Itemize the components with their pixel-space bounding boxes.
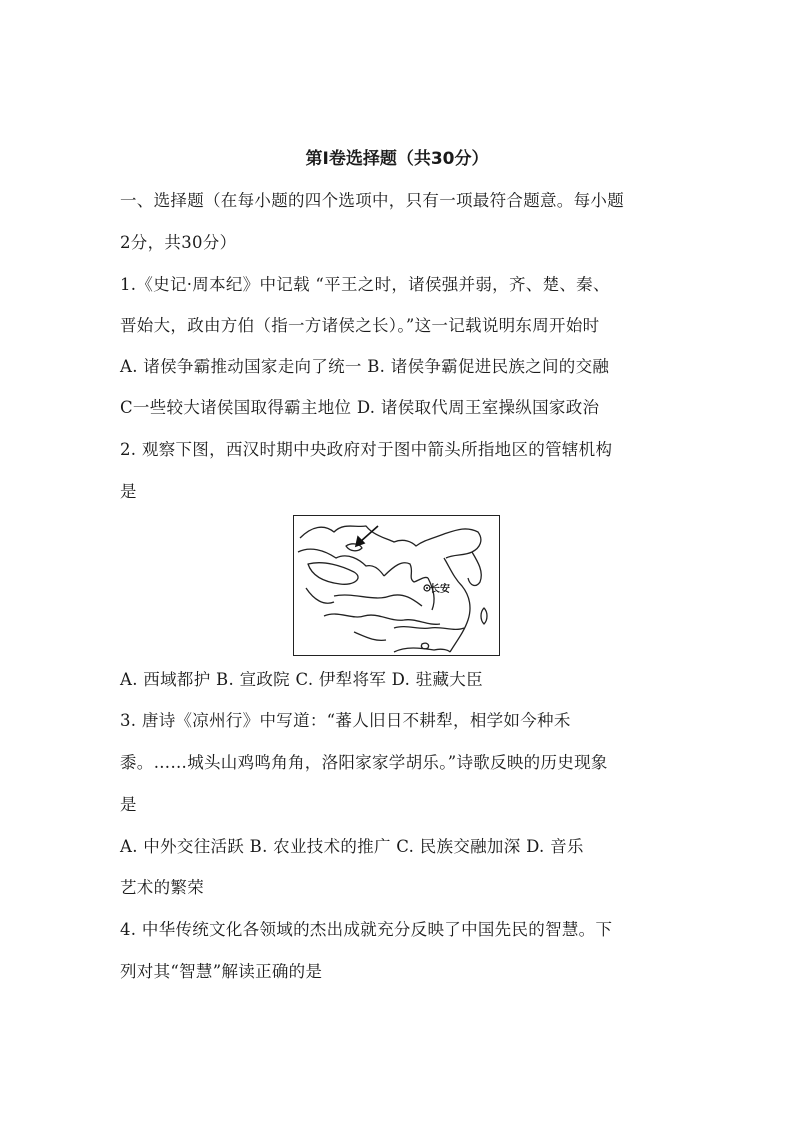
east-coast-line [444,558,470,652]
changan-marker-dot [426,587,428,589]
question-1-stem-line-2: 晋始大，政由方伯（指一方诸侯之长）。”这一记载说明东周开始时 [120,316,600,335]
question-3-stem-line-1: 3. 唐诗《凉州行》中写道：“蕃人旧日不耕犁，相学如今种禾 [120,711,571,730]
question-3-stem-line-3: 是 [120,795,137,814]
question-3-options-line-1: A. 中外交往活跃 B. 农业技术的推广 C. 民族交融加深 D. 音乐 [120,837,584,856]
basin-outline [308,563,358,585]
map-outline-drawing [294,516,499,655]
southern-border-line [324,614,440,624]
question-2-stem-line-2: 是 [120,482,137,501]
island-outline [481,608,487,624]
han-dynasty-map [293,515,500,656]
question-2-options-line-1: A. 西域都护 B. 宣政院 C. 伊犁将军 D. 驻藏大臣 [120,670,483,689]
question-1-options-line-1: A. 诸侯争霸推动国家走向了统一 B. 诸侯争霸促进民族之间的交融 [120,357,610,376]
inner-border-line [334,595,422,606]
question-4-stem-line-1: 4. 中华传统文化各领域的杰出成就充分反映了中国先民的智慧。下 [120,920,613,939]
question-1-stem-line-1: 1.《史记·周本纪》中记载 “平王之时，诸侯强并弱，齐、楚、秦、 [120,275,610,294]
question-1-options-line-2: C一些较大诸侯国取得霸主地位 D. 诸侯取代周王室操纵国家政治 [120,398,600,417]
south-coast-line [394,648,450,652]
question-2-stem-line-1: 2. 观察下图，西汉时期中央政府对于图中箭头所指地区的管辖机构 [120,440,613,459]
section-instruction-line-2: 2分，共30分） [120,233,237,252]
terrain-line-2 [354,632,386,640]
arrow-head-icon [356,537,364,546]
question-4-stem-line-2: 列对其“智慧”解读正确的是 [120,962,323,981]
map-label-changan: 长安 [430,584,450,595]
peninsula-line [468,552,481,585]
exam-section-title: 第Ⅰ卷选择题（共30分） [305,149,489,169]
terrain-line-1 [306,588,334,603]
yangtze-river-line [394,627,464,630]
island-outline-2 [421,643,428,649]
question-3-options-line-2: 艺术的繁荣 [120,878,204,897]
yellow-river-line [384,563,428,582]
question-3-stem-line-2: 黍。……城头山鸡鸣角角，洛阳家家学胡乐。”诗歌反映的历史现象 [120,753,608,772]
western-region-line [298,549,384,576]
section-instruction-line-1: 一、选择题（在每小题的四个选项中，只有一项最符合题意。每小题 [120,191,624,210]
